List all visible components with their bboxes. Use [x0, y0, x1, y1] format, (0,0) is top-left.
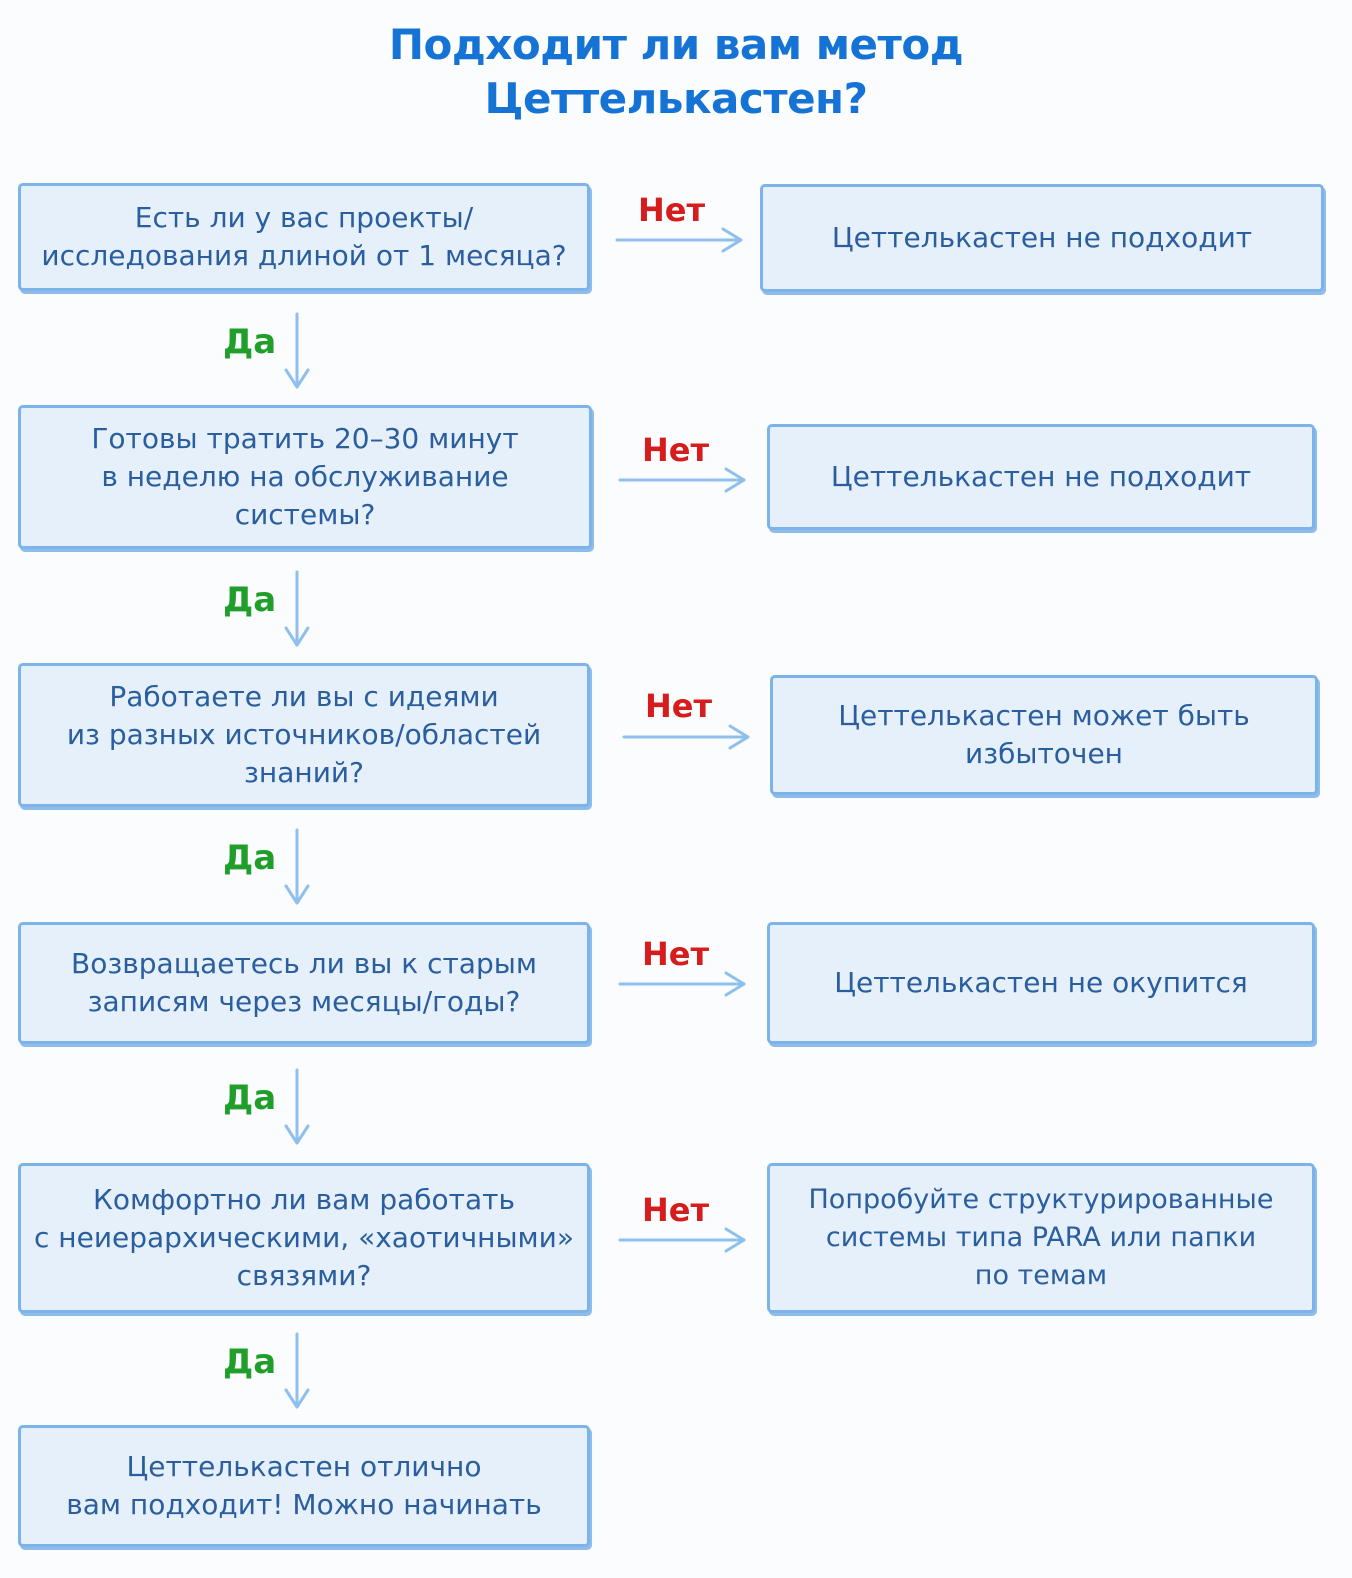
- result-box-2: [767, 424, 1315, 530]
- question-box-4: [18, 922, 590, 1044]
- question-3-line-3: знаний?: [244, 756, 364, 789]
- title-line-2: Цеттелькастен?: [484, 74, 868, 123]
- result-5-line-3: по темам: [974, 1260, 1108, 1291]
- question-5-line-3: связями?: [236, 1259, 372, 1292]
- yes-arrow-4: [282, 1068, 312, 1148]
- result-3-line-2: избыточен: [965, 737, 1123, 770]
- result-5-line-1: Попробуйте структурированные: [808, 1184, 1274, 1215]
- question-box-3: [18, 663, 590, 807]
- result-4-line-1: Цеттелькастен не окупится: [834, 966, 1248, 999]
- question-box-5: [18, 1163, 590, 1313]
- question-5-line-1: Комфортно ли вам работать: [93, 1183, 515, 1216]
- yes-label-2: Да: [223, 580, 277, 620]
- question-4-line-1: Возвращаетесь ли вы к старым: [71, 947, 537, 980]
- no-label-4: Нет: [642, 935, 710, 973]
- yes-label-3: Да: [223, 838, 277, 878]
- yes-label-5: Да: [223, 1342, 277, 1382]
- no-arrow-1: [615, 226, 745, 254]
- question-4-line-2: записям через месяцы/годы?: [87, 985, 521, 1018]
- final-line-1: Цеттелькастен отлично: [126, 1450, 482, 1483]
- question-2-line-2: в неделю на обслуживание: [101, 460, 509, 493]
- yes-arrow-3: [282, 828, 312, 908]
- result-2-line-1: Цеттелькастен не подходит: [830, 460, 1252, 493]
- no-label-1: Нет: [638, 191, 706, 229]
- question-1-line-1: Есть ли у вас проекты/: [134, 201, 474, 234]
- no-arrow-5: [618, 1226, 748, 1254]
- result-box-3: [770, 675, 1318, 795]
- page-title: [0, 18, 1352, 126]
- yes-arrow-2: [282, 570, 312, 650]
- final-result-box: [18, 1425, 590, 1547]
- result-box-1: [760, 184, 1324, 292]
- no-label-2: Нет: [642, 431, 710, 469]
- no-arrow-4: [618, 970, 748, 998]
- question-3-line-2: из разных источников/областей: [66, 718, 542, 751]
- no-label-3: Нет: [645, 687, 713, 725]
- result-box-5: [767, 1163, 1315, 1313]
- question-2-line-3: системы?: [234, 498, 376, 531]
- yes-label-4: Да: [223, 1078, 277, 1118]
- result-3-line-1: Цеттелькастен может быть: [838, 699, 1250, 732]
- question-box-2: [18, 405, 592, 549]
- no-arrow-2: [618, 466, 748, 494]
- final-line-2: вам подходит! Можно начинать: [66, 1488, 542, 1521]
- question-5-line-2: с неиерархическими, «хаотичными»: [33, 1221, 575, 1254]
- result-5-line-2: системы типа PARA или папки: [825, 1222, 1257, 1253]
- result-1-line-1: Цеттелькастен не подходит: [831, 221, 1253, 254]
- no-label-5: Нет: [642, 1191, 710, 1229]
- no-arrow-3: [622, 723, 752, 751]
- question-1-line-2: исследования длиной от 1 месяца?: [41, 239, 567, 272]
- result-box-4: [767, 922, 1315, 1044]
- question-3-line-1: Работаете ли вы с идеями: [109, 680, 499, 713]
- question-box-1: [18, 183, 590, 291]
- yes-label-1: Да: [223, 322, 277, 362]
- question-2-line-1: Готовы тратить 20–30 минут: [91, 422, 519, 455]
- yes-arrow-5: [282, 1332, 312, 1412]
- yes-arrow-1: [282, 312, 312, 392]
- title-line-1: Подходит ли вам метод: [388, 20, 964, 69]
